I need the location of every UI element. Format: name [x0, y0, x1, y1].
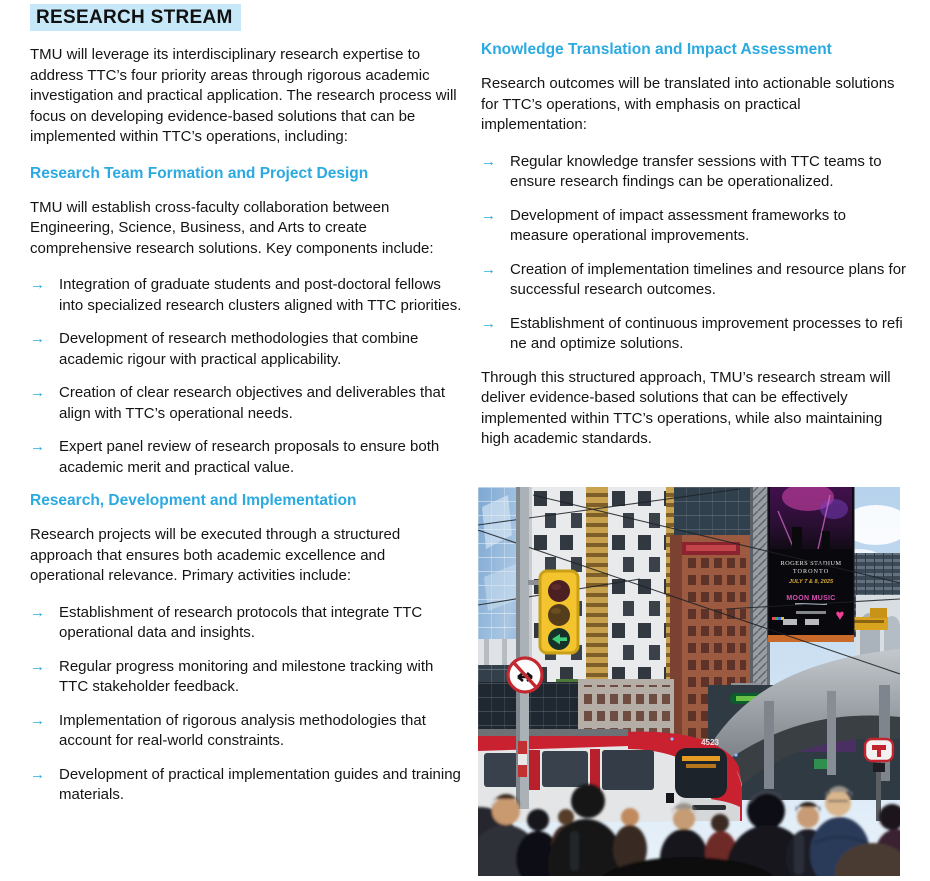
photo-no-turns-sign	[508, 658, 542, 692]
section-lead: TMU will establish cross-faculty collaboration between Engineering, Science, Business, and Arts to create comprehensive research solutions. Key components include:	[30, 198, 434, 257]
streetcar-windshield	[675, 748, 727, 798]
section-heading-knowledge-translation: Knowledge Translation and Impact Assessment	[481, 41, 832, 58]
bullet-item	[30, 275, 463, 316]
right-column	[481, 40, 907, 466]
bullet-list	[30, 275, 463, 478]
bullet-item	[30, 603, 463, 644]
closing-paragraph: Through this structured approach, TMU’s research stream will deliver evidence-based solutions that can be effectively implemented within TTC’s operations, while also maintaining high academic standards.	[481, 368, 891, 447]
arrow-bullet-icon: →	[30, 657, 45, 675]
photo-billboard	[768, 487, 854, 642]
bullet-text: Creation of implementation timelines and resource plans for successful research outcomes.	[510, 260, 907, 298]
billboard-venue-text: ROGERS STADIUM	[780, 560, 842, 567]
streetcar-number: 4523	[701, 738, 719, 747]
section-heading-rdi: Research, Development and Implementation	[30, 492, 357, 509]
bullet-item	[30, 329, 463, 370]
arrow-bullet-icon: →	[30, 276, 45, 293]
bullet-text: Integration of graduate students and post-doctoral fellows into specialized research clusters aligned with TTC priorities.	[59, 276, 462, 314]
photo-traffic-light	[540, 571, 578, 653]
bullet-text: Development of practical implementation guides and training materials.	[59, 765, 461, 803]
arrow-bullet-icon: →	[481, 260, 496, 278]
bullet-text: Expert panel review of research proposals to ensure both academic merit and practical value.	[59, 438, 440, 476]
bullet-text: Regular knowledge transfer sessions with TTC teams to ensure research findings can be operationalized.	[510, 152, 882, 190]
bullet-list	[30, 603, 463, 806]
billboard-city-text: TORONTO	[792, 568, 830, 575]
bullet-item	[30, 437, 463, 478]
bullet-item	[30, 765, 463, 806]
arrow-bullet-icon: →	[481, 152, 496, 170]
arrow-bullet-icon: →	[481, 206, 496, 224]
arrow-bullet-icon: →	[30, 711, 45, 729]
bullet-item	[481, 152, 907, 193]
billboard-heart-icon: ♥	[835, 607, 845, 624]
bullet-item	[30, 711, 463, 752]
arrow-bullet-icon: →	[30, 765, 45, 783]
bullet-text: Development of research methodologies that combine academic rigour with practical applicability.	[59, 330, 419, 368]
bullet-item	[481, 260, 907, 301]
arrow-bullet-icon: →	[30, 330, 45, 347]
bullet-item	[30, 657, 463, 698]
bullet-text: Regular progress monitoring and milestone tracking with TTC stakeholder feedback.	[59, 657, 434, 695]
bullet-text: Creation of clear research objectives and deliverables that align with TTC’s operational needs.	[59, 384, 446, 422]
bullet-text: Establishment of continuous improvement processes to refi ne and optimize solutions.	[510, 314, 903, 352]
bullet-text: Establishment of research protocols that integrate TTC operational data and insights.	[59, 603, 423, 641]
left-column	[30, 4, 463, 819]
intro-paragraph: TMU will leverage its interdisciplinary research expertise to address TTC’s four priority areas through rigorous academic investigation and practical application. The research process will focus on developing evidence-based solutions that can be implemented within TTC’s operations, including:	[30, 46, 457, 145]
arrow-bullet-icon: →	[30, 603, 45, 621]
bullet-text: Implementation of rigorous analysis methodologies that account for real-world constraints.	[59, 711, 426, 749]
bullet-list	[481, 152, 907, 355]
bullet-item	[481, 206, 907, 247]
arrow-bullet-icon: →	[481, 314, 496, 332]
streetcar-side-windows	[484, 749, 654, 791]
section-lead: Research outcomes will be translated into actionable solutions for TTC’s operations, with emphasis on practical implementation:	[481, 75, 895, 133]
section-heading-team-formation: Research Team Formation and Project Design	[30, 164, 369, 182]
page-title: RESEARCH STREAM	[30, 4, 241, 31]
street-scene-photo	[478, 487, 900, 876]
bullet-text: Development of impact assessment frameworks to measure operational improvements.	[510, 206, 846, 244]
bullet-item	[30, 383, 463, 424]
arrow-bullet-icon: →	[30, 438, 45, 455]
section-lead: Research projects will be executed through a structured approach that ensures both academic excellence and operational relevance. Primary activities include:	[30, 526, 401, 584]
arrow-bullet-icon: →	[30, 384, 45, 401]
billboard-dates-text: JULY 7 & 8, 2025	[788, 579, 834, 585]
bullet-item	[481, 314, 907, 355]
billboard-album-text: MOON MUSIC	[786, 595, 836, 602]
